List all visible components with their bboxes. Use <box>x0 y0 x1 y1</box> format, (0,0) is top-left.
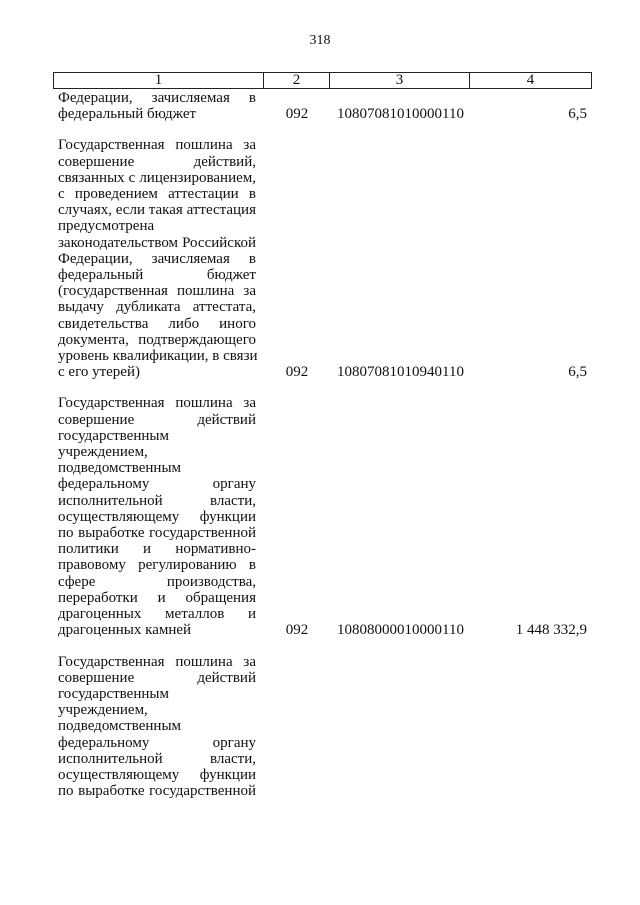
row-name-line: правовому регулированию в <box>58 557 256 574</box>
row-name-line: Государственная пошлина за <box>58 395 256 412</box>
row-name-line: федеральному органу <box>58 476 256 493</box>
row-amount: 1 448 332,9 <box>515 622 587 639</box>
row-name-line: с проведением аттестации в <box>58 186 256 203</box>
row-name-line: совершение действий <box>58 669 256 686</box>
row-name-line: осуществляющему функции <box>58 766 256 783</box>
row-name-line: с его утерей) <box>58 364 140 381</box>
row-budget-code: 10808000010000110 <box>337 622 464 639</box>
row-name-line: Государственная пошлина за <box>58 137 256 154</box>
table-row <box>0 654 640 800</box>
row-name <box>58 137 256 380</box>
header-row <box>54 73 592 89</box>
row-budget-code: 10807081010940110 <box>337 364 464 381</box>
row-name-line: федеральный бюджет <box>58 267 256 284</box>
table-header <box>53 72 592 89</box>
row-name-line: связанных с лицензированием, <box>58 169 256 186</box>
row-name-line: выдачу дубликата аттестата, <box>58 299 256 316</box>
row-name-line: предусмотрена <box>58 218 155 235</box>
row-name-line: Федерации, зачисляемая в <box>58 250 256 267</box>
row-name-line: политики и нормативно- <box>58 541 256 558</box>
row-amount: 6,5 <box>568 364 587 381</box>
table-row <box>0 137 640 380</box>
row-name-line: случаях, если такая аттестация <box>58 202 256 219</box>
row-name-line: совершение действий, <box>58 153 256 170</box>
row-amount: 6,5 <box>568 106 587 123</box>
row-name-line: подведомственным <box>58 460 182 477</box>
row-name-line: подведомственным <box>58 718 182 735</box>
row-name-line: сфере производства, <box>58 573 256 590</box>
page-number: 318 <box>309 33 331 48</box>
table-body <box>0 90 640 799</box>
row-name-line: Федерации, зачисляемая в <box>58 90 256 106</box>
row-name-line: учреждением, <box>58 702 148 719</box>
row-name-line: государственным <box>58 685 169 702</box>
row-name-line: исполнительной власти, <box>58 492 256 509</box>
row-admin-code: 092 <box>285 622 309 639</box>
row-name-line: совершение действий <box>58 411 256 428</box>
header-col-3: 3 <box>330 73 470 89</box>
header-col-2: 2 <box>264 73 330 89</box>
row-name-line: драгоценных металлов и <box>58 606 256 623</box>
row-name-line: драгоценных камней <box>58 622 192 639</box>
row-name-line: исполнительной власти, <box>58 750 256 767</box>
row-name-line: учреждением, <box>58 444 148 461</box>
row-name <box>58 395 256 638</box>
row-name <box>58 90 256 122</box>
row-name-line: федеральному органу <box>58 734 256 751</box>
row-name-line: свидетельства либо иного <box>58 315 256 332</box>
table-row <box>0 395 640 638</box>
row-admin-code: 092 <box>285 364 309 381</box>
header-col-4: 4 <box>470 73 592 89</box>
row-name-line: федеральный бюджет <box>58 106 197 123</box>
row-name-line: уровень квалификации, в связи <box>58 348 258 365</box>
row-name <box>58 654 256 800</box>
row-admin-code: 092 <box>285 106 309 123</box>
row-name-line: государственным <box>58 427 169 444</box>
row-name-line: переработки и обращения <box>58 589 256 606</box>
row-name-line: Государственная пошлина за <box>58 653 256 670</box>
header-col-1: 1 <box>54 73 264 89</box>
row-name-line: (государственная пошлина за <box>58 283 256 300</box>
table-row <box>0 90 640 122</box>
row-budget-code: 10807081010000110 <box>337 106 464 123</box>
row-name-line: осуществляющему функции <box>58 508 256 525</box>
row-name-line: законодательством Российской <box>58 234 256 251</box>
row-name-line: по выработке государственной <box>58 783 256 800</box>
row-name-line: документа, подтверждающего <box>58 331 256 348</box>
row-name-line: по выработке государственной <box>58 525 256 542</box>
